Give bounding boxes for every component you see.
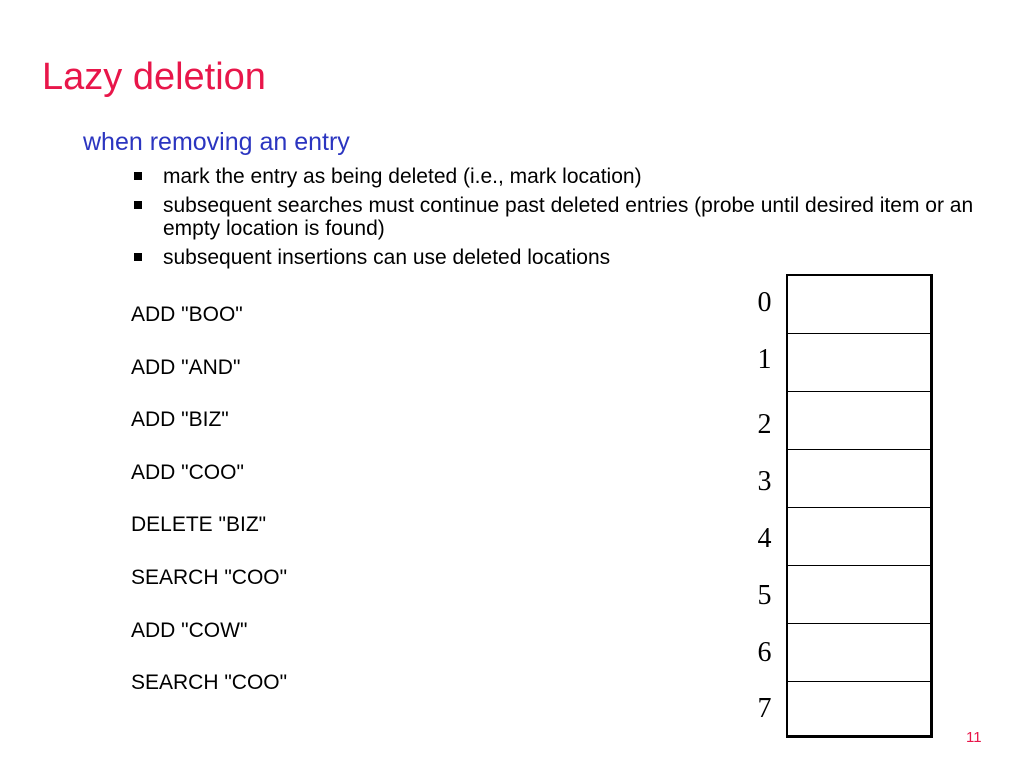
operation-item: SEARCH "COO": [131, 671, 288, 695]
operation-item: SEARCH "COO": [131, 565, 288, 589]
slide-title: Lazy deletion: [42, 56, 266, 98]
hash-table-cell: [788, 450, 930, 508]
bullet-item: [132, 194, 992, 240]
operation-item: ADD "AND": [131, 355, 241, 379]
operation-item: ADD "BOO": [131, 303, 243, 326]
bullet-item: [132, 246, 992, 269]
hash-table-cell: [788, 334, 930, 392]
square-bullet-icon: [134, 172, 142, 180]
table-index-label: 4: [757, 523, 772, 554]
table-index-label: 1: [757, 344, 772, 375]
page-number: 11: [966, 729, 982, 746]
square-bullet-icon: [134, 253, 142, 261]
table-index-label: 5: [757, 580, 772, 611]
bullet-list: [132, 165, 992, 275]
subheading: when removing an entry: [83, 128, 350, 156]
bullet-text: subsequent searches must continue past deleted entries (probe until desired item or an empty location is found): [163, 194, 974, 240]
hash-table-cell: [788, 624, 930, 682]
operation-item: ADD "COW": [131, 618, 248, 642]
operation-list: [131, 303, 287, 724]
hash-table-cell: [788, 566, 930, 624]
hash-table-cell: [788, 508, 930, 566]
bullet-item: [132, 165, 992, 188]
hash-table-cell: [788, 682, 930, 740]
bullet-text: subsequent insertions can use deleted locations: [163, 246, 611, 269]
operation-item: DELETE "BIZ": [131, 513, 267, 537]
table-index-label: 2: [757, 409, 772, 440]
hash-table-cell: [788, 392, 930, 450]
operation-item: ADD "BIZ": [131, 408, 229, 432]
table-index-label: 6: [757, 637, 772, 668]
table-index-label: 0: [757, 287, 772, 318]
square-bullet-icon: [134, 201, 142, 209]
table-index-label: 3: [757, 466, 772, 497]
hash-table-cell: [788, 276, 930, 334]
bullet-text: mark the entry as being deleted (i.e., mark location): [163, 165, 642, 188]
hash-table: [786, 274, 933, 738]
operation-item: ADD "COO": [131, 460, 244, 484]
table-index-label: 7: [757, 693, 772, 724]
